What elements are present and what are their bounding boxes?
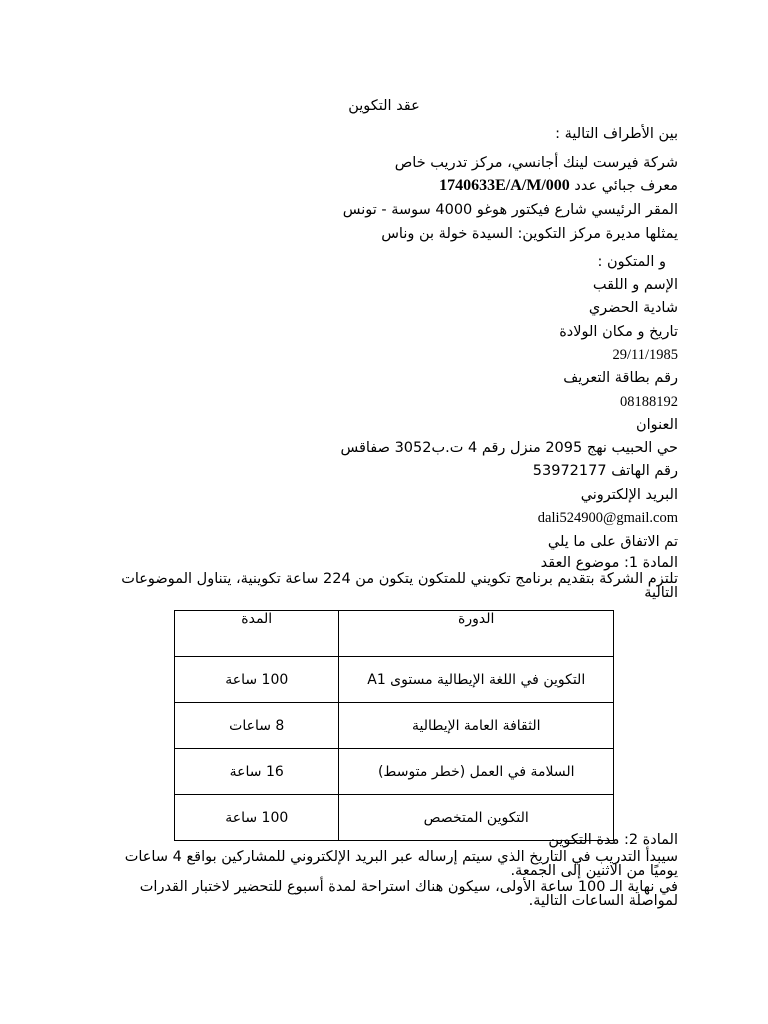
course-cell: الثقافة العامة الإيطالية [339,703,614,749]
course-table [174,610,614,841]
company-address: المقر الرئيسي شارع فيكتور هوغو 4000 سوسة - تونس [342,202,678,218]
table-row [175,749,614,795]
article2-text-1: سيبدأ التدريب في التاريخ الذي سيتم إرساله عبر البريد الإلكتروني للمشاركين بواقع 4 ساعات يوميًا من الاثنين إلى الجمعة. [124,849,678,879]
duration-cell: 100 ساعة [175,657,339,703]
article2-title: المادة 2: مدة التكوين [548,832,678,848]
company-representative: يمثلها مديرة مركز التكوين: السيدة خولة بن وناس [381,226,678,242]
parties-heading: بين الأطراف التالية : [555,126,678,142]
header-course: الدورة [339,611,614,657]
table-row [175,703,614,749]
trainee-id-value: 08188192 [620,394,678,410]
trainee-birth-value: 29/11/1985 [612,347,678,363]
trainee-name-label: الإسم و اللقب [592,277,678,293]
course-cell: التكوين في اللغة الإيطالية مستوى A1 [339,657,614,703]
trainee-heading: و المتكون : [597,254,666,270]
agreement-line: تم الاتفاق على ما يلي [547,534,678,550]
trainee-address-label: العنوان [636,417,678,433]
table-row [175,657,614,703]
header-duration: المدة [175,611,339,657]
tax-id-label: معرف جبائي عدد [574,178,678,194]
course-cell: السلامة في العمل (خطر متوسط) [339,749,614,795]
trainee-email-label: البريد الإلكتروني [580,487,678,503]
trainee-birth-label: تاريخ و مكان الولادة [559,324,678,340]
company-name: شركة فيرست لينك أجانسي، مركز تدريب خاص [394,155,678,171]
table-header-row [175,611,614,657]
article2-text-2: في نهاية الـ 100 ساعة الأولى، سيكون هناك استراحة لمدة أسبوع للتحضير لاختبار القدرات لمواصلة الساعات التالية. [139,879,678,909]
company-tax-id [439,177,678,195]
article1-title: المادة 1: موضوع العقد [540,555,678,571]
duration-cell: 8 ساعات [175,703,339,749]
tax-id-value: 1740633E/A/M/000 [439,177,570,194]
trainee-id-label: رقم بطاقة التعريف [563,370,678,386]
trainee-name-value: شادية الحضري [588,300,678,316]
document-title: عقد التكوين [348,98,420,114]
trainee-email-value: dali524900@gmail.com [537,510,678,526]
article1-text: تلتزم الشركة بتقديم برنامج تكويني للمتكون يتكون من 224 ساعة تكوينية، يتناول الموضوعات التالية [121,571,678,601]
course-cell: التكوين المتخصص [339,795,614,841]
trainee-phone: رقم الهاتف 53972177 [532,463,678,479]
trainee-address-value: حي الحبيب نهج 2095 منزل رقم 4 ت.ب3052 صفاقس [340,440,678,456]
duration-cell: 16 ساعة [175,749,339,795]
duration-cell: 100 ساعة [175,795,339,841]
